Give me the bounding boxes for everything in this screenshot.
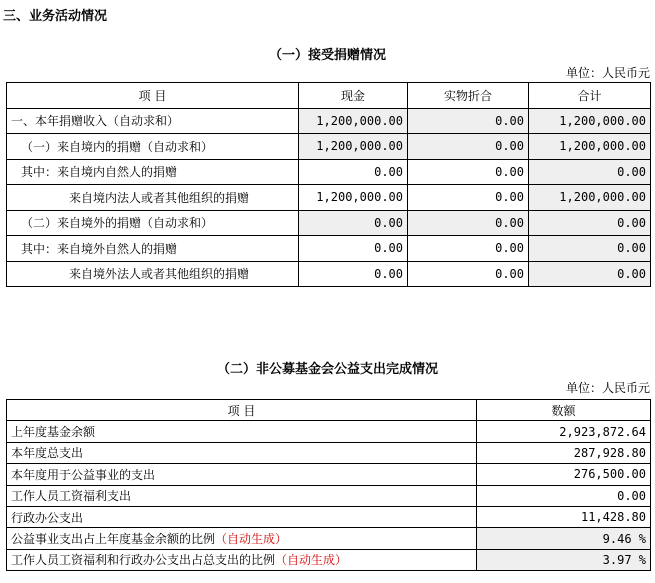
table-row bbox=[7, 549, 651, 570]
header-goods: 实物折合 bbox=[408, 83, 529, 109]
header-item: 项 目 bbox=[7, 400, 477, 421]
row-label: 本年度总支出 bbox=[7, 442, 477, 463]
expenditure-unit: 单位：人民币元 bbox=[565, 381, 650, 395]
goods-cell[interactable]: 0.00 bbox=[408, 185, 529, 211]
table-row bbox=[7, 421, 651, 442]
cash-cell: 1,200,000.00 bbox=[299, 108, 408, 134]
total-cell: 0.00 bbox=[529, 159, 651, 185]
row-label: 上年度基金余额 bbox=[7, 421, 477, 442]
total-cell: 0.00 bbox=[529, 210, 651, 236]
table-row bbox=[7, 159, 651, 185]
goods-cell[interactable]: 0.00 bbox=[408, 236, 529, 262]
table-row bbox=[7, 464, 651, 485]
table-row bbox=[7, 185, 651, 211]
table-row bbox=[7, 485, 651, 506]
cash-cell: 1,200,000.00 bbox=[299, 134, 408, 160]
row-label: 其中：来自境外自然人的捐赠 bbox=[7, 236, 299, 262]
total-cell: 0.00 bbox=[529, 236, 651, 262]
row-label: 来自境内法人或者其他组织的捐赠 bbox=[7, 185, 299, 211]
total-cell: 0.00 bbox=[529, 261, 651, 287]
goods-cell: 0.00 bbox=[408, 108, 529, 134]
row-label: 行政办公支出 bbox=[7, 506, 477, 527]
amount-cell[interactable]: 276,500.00 bbox=[477, 464, 651, 485]
header-total: 合计 bbox=[529, 83, 651, 109]
amount-cell[interactable]: 11,428.80 bbox=[477, 506, 651, 527]
total-cell: 1,200,000.00 bbox=[529, 108, 651, 134]
cash-cell[interactable]: 1,200,000.00 bbox=[299, 185, 408, 211]
goods-cell[interactable]: 0.00 bbox=[408, 159, 529, 185]
total-cell: 1,200,000.00 bbox=[529, 134, 651, 160]
auto-generated-note: （自动生成） bbox=[275, 553, 348, 568]
goods-cell[interactable]: 0.00 bbox=[408, 261, 529, 287]
auto-generated-note: （自动生成） bbox=[215, 532, 288, 547]
table-row bbox=[7, 236, 651, 262]
total-cell: 1,200,000.00 bbox=[529, 185, 651, 211]
table-row bbox=[7, 261, 651, 287]
row-label bbox=[7, 528, 477, 549]
row-label: （二）来自境外的捐赠（自动求和） bbox=[7, 210, 299, 236]
row-label: （一）来自境内的捐赠（自动求和） bbox=[7, 134, 299, 160]
header-item: 项 目 bbox=[7, 83, 299, 109]
table-header-row bbox=[7, 400, 651, 421]
row-label bbox=[7, 549, 477, 570]
expenditure-table bbox=[6, 399, 651, 571]
row-label: 来自境外法人或者其他组织的捐赠 bbox=[7, 261, 299, 287]
amount-cell[interactable]: 0.00 bbox=[477, 485, 651, 506]
header-cash: 现金 bbox=[299, 83, 408, 109]
table-row bbox=[7, 528, 651, 549]
row-label: 其中：来自境内自然人的捐赠 bbox=[7, 159, 299, 185]
donations-title: （一）接受捐赠情况 bbox=[268, 48, 386, 63]
amount-cell[interactable]: 2,923,872.64 bbox=[477, 421, 651, 442]
cash-cell[interactable]: 0.00 bbox=[299, 236, 408, 262]
cash-cell: 0.00 bbox=[299, 210, 408, 236]
expenditure-title: （二）非公募基金会公益支出完成情况 bbox=[216, 362, 438, 377]
amount-cell[interactable]: 287,928.80 bbox=[477, 442, 651, 463]
row-label: 一、本年捐赠收入（自动求和） bbox=[7, 108, 299, 134]
table-row bbox=[7, 108, 651, 134]
table-header-row bbox=[7, 83, 651, 109]
row-label-text: 公益事业支出占上年度基金余额的比例 bbox=[11, 532, 216, 547]
donations-unit: 单位：人民币元 bbox=[565, 66, 650, 80]
ratio-cell: 3.97 % bbox=[477, 549, 651, 570]
row-label: 本年度用于公益事业的支出 bbox=[7, 464, 477, 485]
header-amount: 数额 bbox=[477, 400, 651, 421]
table-row bbox=[7, 210, 651, 236]
row-label-text: 工作人员工资福利和行政办公支出占总支出的比例 bbox=[11, 553, 276, 568]
row-label: 工作人员工资福利支出 bbox=[7, 485, 477, 506]
section-heading: 三、业务活动情况 bbox=[3, 9, 108, 24]
cash-cell[interactable]: 0.00 bbox=[299, 261, 408, 287]
goods-cell: 0.00 bbox=[408, 210, 529, 236]
table-row bbox=[7, 442, 651, 463]
ratio-cell: 9.46 % bbox=[477, 528, 651, 549]
goods-cell: 0.00 bbox=[408, 134, 529, 160]
table-row bbox=[7, 506, 651, 527]
cash-cell[interactable]: 0.00 bbox=[299, 159, 408, 185]
donations-table bbox=[6, 82, 651, 287]
table-row bbox=[7, 134, 651, 160]
